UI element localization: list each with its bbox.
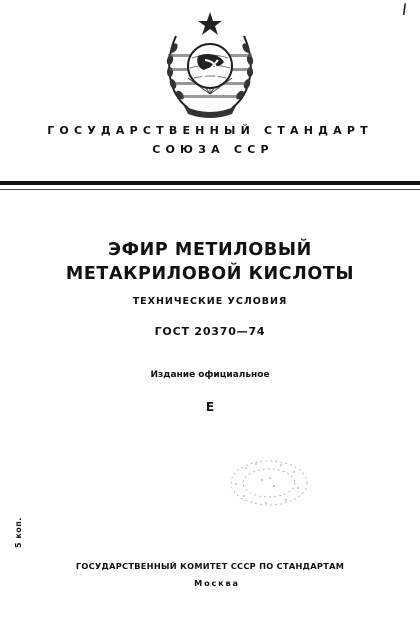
- divider-thin: [0, 189, 420, 190]
- header-line-ussr: СОЮЗА ССР: [152, 143, 274, 156]
- divider-thick: [0, 181, 420, 185]
- edition-label: Издание официальное: [150, 370, 270, 380]
- document-title-line-1: ЭФИР МЕТИЛОВЫЙ: [108, 240, 312, 260]
- standard-code: ГОСТ 20370—74: [154, 325, 266, 338]
- price-note: 5 коп.: [14, 517, 23, 548]
- publisher-city: Москва: [194, 578, 240, 588]
- edition-letter: Е: [205, 400, 215, 414]
- ussr-emblem-icon: [158, 8, 262, 120]
- document-subtitle: ТЕХНИЧЕСКИЕ УСЛОВИЯ: [132, 296, 288, 307]
- faint-stamp-icon: [226, 456, 312, 510]
- header-line-state-standard: ГОСУДАРСТВЕННЫЙ СТАНДАРТ: [47, 124, 373, 137]
- publisher-committee: ГОСУДАРСТВЕННЫЙ КОМИТЕТ СССР ПО СТАНДАРТАМ: [75, 561, 345, 571]
- page-number: I: [400, 0, 409, 19]
- document-title-line-2: МЕТАКРИЛОВОЙ КИСЛОТЫ: [65, 264, 355, 284]
